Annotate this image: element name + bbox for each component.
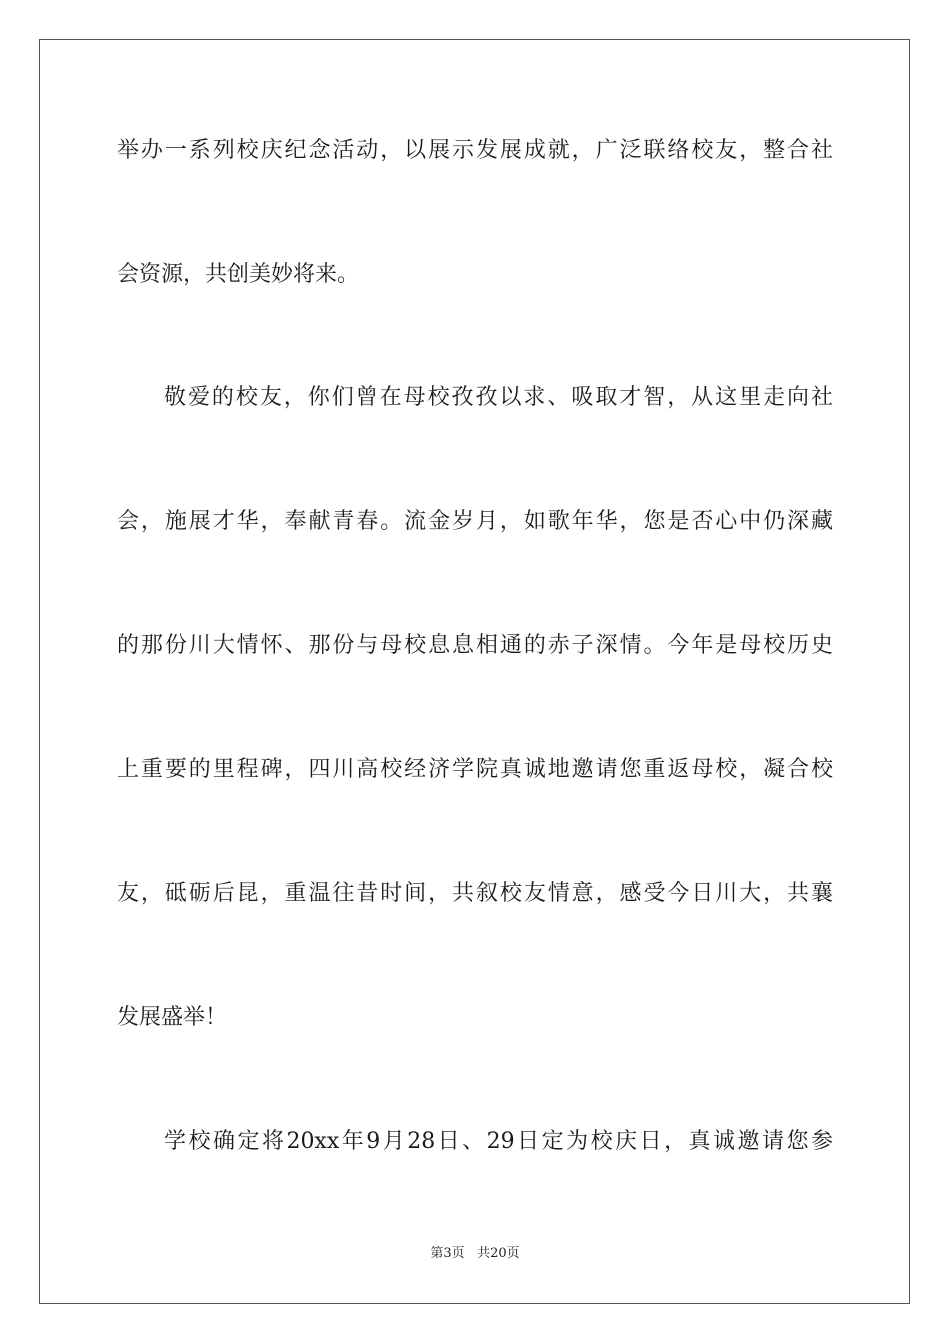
page-number: 第3页	[430, 1246, 465, 1261]
body-text-line: 会，施展才华，奉献青春。流金岁月，如歌年华，您是否心中仍深藏	[117, 509, 833, 534]
page-border	[39, 39, 910, 1304]
body-text-line: 敬爱的校友，你们曾在母校孜孜以求、吸取才智，从这里走向社	[164, 385, 833, 410]
body-text-line: 上重要的里程碑，四川高校经济学院真诚地邀请您重返母校，凝合校	[117, 757, 833, 782]
body-text-line: 的那份川大情怀、那份与母校息息相通的赤子深情。今年是母校历史	[117, 633, 833, 658]
body-text-line: 友，砥砺后昆，重温往昔时间，共叙校友情意，感受今日川大，共襄	[117, 881, 833, 906]
body-text-line: 会资源，共创美妙将来。	[117, 262, 360, 287]
page-total: 共20页	[477, 1246, 520, 1261]
body-text-line: 学校确定将20xx年9月28日、29日定为校庆日，真诚邀请您参	[164, 1129, 833, 1154]
body-text-line: 举办一系列校庆纪念活动，以展示发展成就，广泛联络校友，整合社	[117, 138, 833, 163]
body-text-line: 发展盛举！	[117, 1005, 228, 1030]
page-footer	[0, 1245, 950, 1263]
